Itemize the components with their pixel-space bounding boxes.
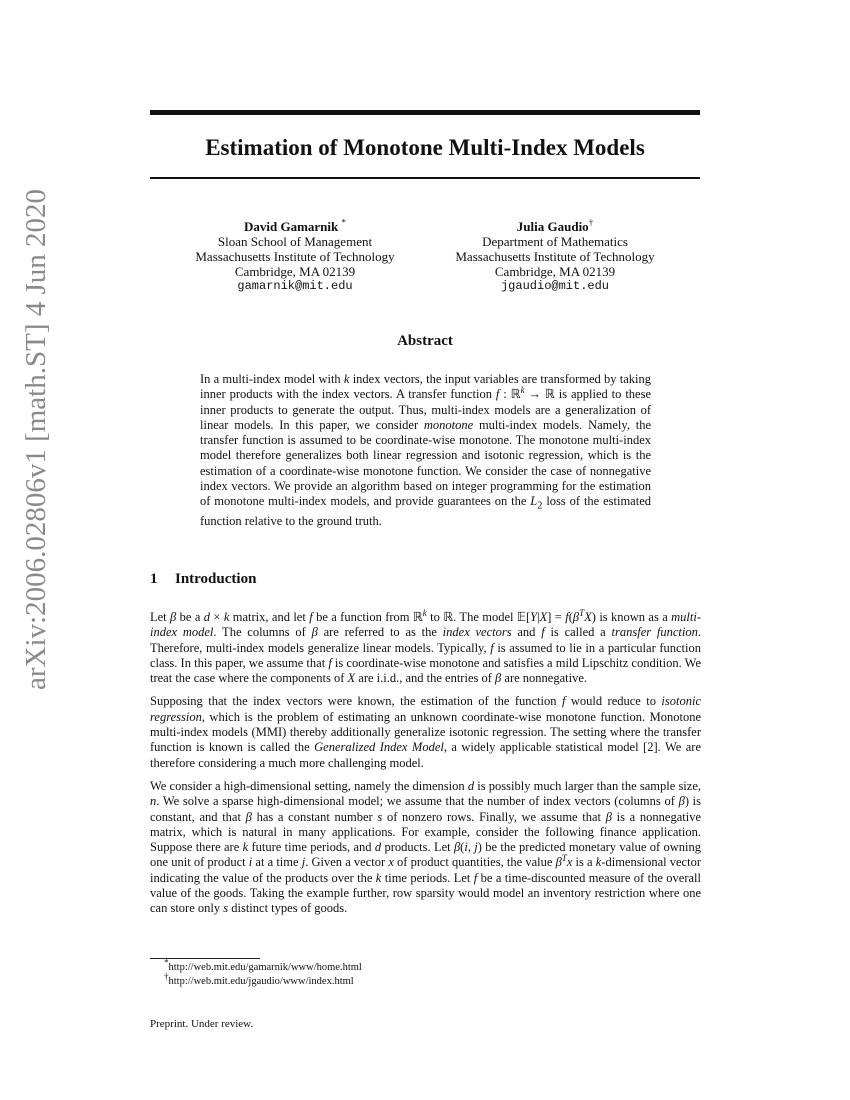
author-name: David Gamarnik [243,219,339,234]
author-email: jgaudio@mit.edu [500,279,610,293]
footnote-url: http://web.mit.edu/gamarnik/www/home.html [168,962,362,973]
section-heading [150,571,256,588]
paper-title: Estimation of Monotone Multi-Index Models [205,135,645,160]
footnote-url: http://web.mit.edu/jgaudio/www/index.html [168,976,354,987]
author-city: Cambridge, MA 02139 [234,264,356,279]
footnote-mark: † [164,971,169,982]
author-email: gamarnik@mit.edu [237,279,353,293]
section-title: Introduction [175,571,257,587]
title-rule-top [150,110,700,115]
author-block-1 [170,219,420,294]
author-institution: Massachusetts Institute of Technology [195,249,395,264]
footnote [150,957,362,975]
footnotes [150,958,362,989]
title-rule-bottom [150,177,700,179]
author-name: Julia Gaudio [516,219,589,234]
paragraph: We consider a high-dimensional setting, namely the dimension d is possibly much larger than the sample size, n. We solve a sparse high-dimensional model; we assume that the number of index vectors (columns of β) is constant, and that β has a constant number s of nonzero rows. Finally, we assume that β is a nonnegative matrix, which is natural in many applications. For example, consider the following finance application. Suppose there are k future time periods, and d products. Let β(i, j) be the predicted monetary value of owning one unit of product i at a time j. Given a vector x of product quantities, the value $\beta^Tx$ is a k-dimensional vector indicating the value of the products over the k time periods. Let f be a time-discounted measure of the overall value of the goods. Taking the example further, row sparsity would model an inventory restriction where one can store only s distinct types of goods. [150,778,702,916]
paragraph: Let β be a d × k matrix, and let f be a function from ℝ$^k$ to ℝ. The model 𝔼[Y|X] = $f(\beta^TX)$ is known as a multi-index model. The columns of β are referred to as the index vectors and f is called a transfer function. Therefore, multi-index models generalize linear models. Typically, f is assumed to lie in a particular function class. In this paper, we assume that f is coordinate-wise monotone and satisfies a mild Lipschitz condition. We treat the case where the components of X are i.i.d., and the entries of β are nonnegative. [150,607,702,686]
abstract-heading: Abstract [397,333,453,349]
section-body [150,607,702,925]
paragraph: Supposing that the index vectors were known, the estimation of the function f would reduce to isotonic regression, which is the problem of estimating an unknown coordinate-wise monotone function. Monotone multi-index models (MMI) thereby additionally generalize isotonic regression. The setting where the transfer function is known is called the Generalized Index Model, a widely applicable statistical model [2]. We are therefore considering a much more challenging model. [150,694,702,770]
arxiv-stamp-text: arXiv:2006.02806v1 [math.ST] 4 Jun 2020 [20,188,52,690]
author-city: Cambridge, MA 02139 [494,264,616,279]
author-block-2 [430,219,680,294]
author-affiliation: Department of Mathematics [482,234,628,249]
abstract-text: In a multi-index model with k index vectors, the input variables are transformed by taking inner products with the index vectors. A transfer function f : ℝ$^k$ → ℝ is applied to these inner products to generate the output. Thus, multi-index models are a generalization of linear models. In this paper, we consider monotone multi-index models. Namely, the transfer function is assumed to be coordinate-wise monotone. The monotone multi-index model therefore generalizes both linear regression and isotonic regression, which is the estimation of a coordinate-wise monotone function. We consider the case of nonnegative index vectors. We provide an algorithm based on integer programming for the estimation of monotone multi-index models, and provide guarantees on the $L_2$ loss of the estimated function relative to the ground truth. [200,372,652,529]
footnote-mark: † [588,217,594,228]
footnote-mark: * [164,957,169,968]
section-number: 1 [150,571,158,587]
footnote [150,971,362,989]
author-institution: Massachusetts Institute of Technology [455,249,655,264]
preprint-notice: Preprint. Under review. [150,1018,254,1030]
footnote-mark: * [341,217,346,228]
author-affiliation: Sloan School of Management [217,234,373,249]
